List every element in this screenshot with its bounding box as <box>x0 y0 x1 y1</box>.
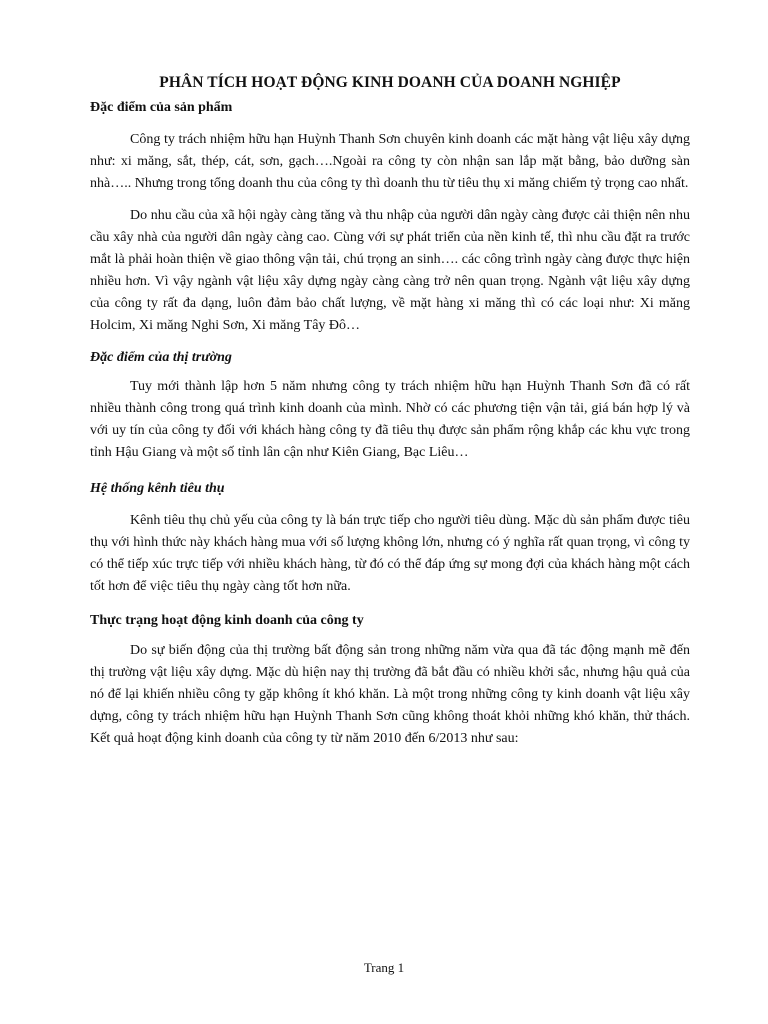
page-number: Trang 1 <box>363 960 405 975</box>
paragraph-product-2: Do nhu cầu của xã hội ngày càng tăng và thu nhập của người dân ngày càng được cải thiện nên nhu cầu xây nhà của người dân ngày càng cao. Cùng với sự phát triển của nền kinh tế, thì nhu cầu đặt ra trước mắt là phải hoàn thiện về giao thông vận tải, chú trọng an sinh…. các công trình ngày càng được thực hiện nhiều hơn. Vì vậy ngành vật liệu xây dựng ngày càng càng trở nên quan trọng. Ngành vật liệu xây dựng của công ty rất đa dạng, luôn đảm bảo chất lượng, về mặt hàng xi măng thì có các loại như: Xi măng Holcim, Xi măng Nghi Sơn, Xi măng Tây Đô… <box>90 208 690 333</box>
section-heading-status: Thực trạng hoạt động kinh doanh của công ty <box>90 613 364 628</box>
paragraph-product-1: Công ty trách nhiệm hữu hạn Huỳnh Thanh Sơn chuyên kinh doanh các mặt hàng vật liệu xây dựng như: xi măng, sắt, thép, cát, sơn, gạch….Ngoài ra công ty còn nhận san lắp mặt bằng, bảo dưỡng sàn nhà….. Nhưng trong tổng doanh thu của công ty thì doanh thu từ tiêu thụ xi măng chiếm tỷ trọng cao nhất. <box>90 132 690 191</box>
paragraph-market: Tuy mới thành lập hơn 5 năm nhưng công ty trách nhiệm hữu hạn Huỳnh Thanh Sơn đã có rất nhiều thành công trong quá trình kinh doanh của mình. Nhờ có các phương tiện vận tải, giá bán hợp lý và với uy tín của công ty đối với khách hàng công ty đã tiêu thụ được sản phẩm rộng khắp các khu vực trong tỉnh Hậu Giang và một số tỉnh lân cận như Kiên Giang, Bạc Liêu… <box>90 379 690 460</box>
section-heading-channels: Hệ thống kênh tiêu thụ <box>90 481 225 496</box>
page-title: PHÂN TÍCH HOẠT ĐỘNG KINH DOANH CỦA DOANH NGHIỆP <box>159 74 621 91</box>
section-heading-product: Đặc điểm của sản phẩm <box>90 100 233 115</box>
document-body <box>90 73 690 750</box>
paragraph-status: Do sự biến động của thị trường bất động sản trong những năm vừa qua đã tác động mạnh mẽ đến thị trường vật liệu xây dựng. Mặc dù hiện nay thị trường đã bắt đầu có nhiều khởi sắc, nhưng hậu quả của nó để lại khiến nhiều công ty gặp không ít khó khăn. Là một trong những công ty kinh doanh vật liệu xây dựng, công ty trách nhiệm hữu hạn Huỳnh Thanh Sơn cũng không thoát khỏi những khó khăn, thử thách. Kết quả hoạt động kinh doanh của công ty từ năm 2010 đến 6/2013 như sau: <box>90 643 690 746</box>
section-heading-market: Đặc điểm của thị trường <box>90 350 232 365</box>
paragraph-channels: Kênh tiêu thụ chủ yếu của công ty là bán trực tiếp cho người tiêu dùng. Mặc dù sản phẩm được tiêu thụ với hình thức này khách hàng mua với số lượng không lớn, nhưng có ý nghĩa rất quan trọng, vì công ty có thể tiếp xúc trực tiếp với nhiều khách hàng, từ đó có thể đáp ứng sự mong đợi của khách hàng một cách tốt hơn để việc tiêu thụ ngày càng tốt hơn nữa. <box>90 513 690 594</box>
